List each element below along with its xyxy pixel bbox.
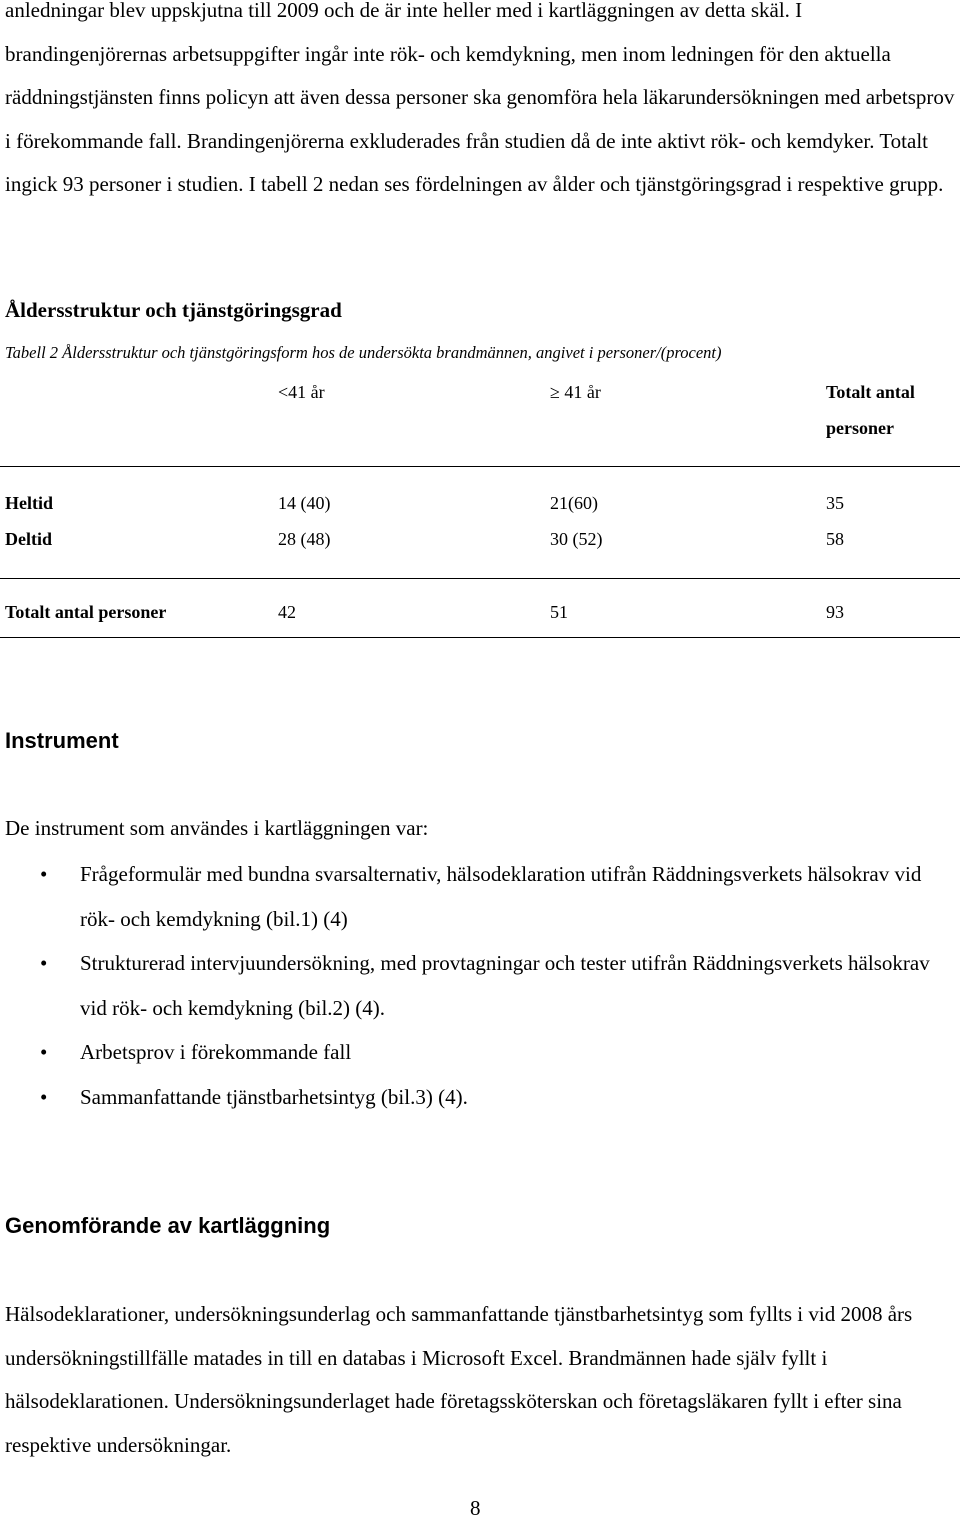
bullet-icon: • [40, 862, 48, 886]
cell-totals-total: 93 [826, 602, 844, 622]
instrument-intro: De instrument som användes i kartläggningen var: [5, 816, 429, 840]
cell-heltid-total: 35 [826, 493, 844, 513]
header-41-plus: ≥ 41 år [550, 382, 601, 402]
cell-heltid-under-41: 14 (40) [278, 493, 331, 513]
table-header-rule [0, 466, 960, 467]
instrument-list [0, 852, 960, 1119]
intro-paragraph: anledningar blev uppskjutna till 2009 och de är inte heller med i kartläggningen av detta skäl. I brandingenjörernas arbetsuppgifter ingår inte rök- och kemdykning, men inom ledningen för den aktuella räddningstjänsten finns policyn att även dessa personer ska genomföra hela läkarundersökningen med arbetsprov i förekommande fall. Brandingenjörerna exkluderades från studien då de inte aktivt rök- och kemdyker. Totalt ingick 93 personer i studien. I tabell 2 nedan ses fördelningen av ålder och tjänstgöringsgrad i respektive grupp. [5, 0, 955, 196]
age-structure-heading: Åldersstruktur och tjänstgöringsgrad [5, 298, 342, 322]
header-under-41: <41 år [278, 382, 325, 402]
table-totals-rule [0, 578, 960, 579]
procedure-heading: Genomförande av kartläggning [5, 1213, 331, 1238]
bullet-icon: • [40, 1040, 48, 1064]
cell-deltid-total: 58 [826, 529, 844, 549]
header-total-persons: personer [826, 418, 894, 438]
cell-totals-41-plus: 51 [550, 602, 568, 622]
cell-deltid-under-41: 28 (48) [278, 529, 331, 549]
table-caption: Tabell 2 Åldersstruktur och tjänstgöringsform hos de undersökta brandmännen, angivet i personer/(procent) [5, 343, 722, 362]
header-total: Totalt antal [826, 382, 915, 402]
bullet-icon: • [40, 951, 48, 975]
row-label-heltid: Heltid [5, 493, 53, 513]
list-item: • Sammanfattande tjänstbarhetsintyg (bil.3) (4). [0, 1075, 950, 1120]
cell-totals-under-41: 42 [278, 602, 296, 622]
bullet-icon: • [40, 1084, 48, 1109]
cell-deltid-41-plus: 30 (52) [550, 529, 603, 549]
instrument-heading: Instrument [5, 728, 119, 753]
list-item: • Strukturerad intervjuundersökning, med provtagningar och tester utifrån Räddningsverkets hälsokrav vid rök- och kemdykning (bil.2) (4). [0, 941, 950, 1030]
list-item: • Arbetsprov i förekommande fall [0, 1030, 950, 1075]
page-number: 8 [470, 1496, 481, 1520]
row-label-deltid: Deltid [5, 529, 52, 549]
procedure-paragraph: Hälsodeklarationer, undersökningsunderlag och sammanfattande tjänstbarhetsintyg som fyllts i vid 2008 års undersökningstillfälle matades in till en databas i Microsoft Excel. Brandmännen hade själv fyllt i hälsodeklarationen. Undersökningsunderlaget hade företagssköterskan och företagsläkaren fyllt i efter sina respektive undersökningar. [5, 1302, 913, 1457]
cell-heltid-41-plus: 21(60) [550, 493, 598, 513]
list-item: • Frågeformulär med bundna svarsalternativ, hälsodeklaration utifrån Räddningsverkets hälsokrav vid rök- och kemdykning (bil.1) (4) [0, 852, 950, 941]
row-label-totals: Totalt antal personer [5, 602, 167, 622]
table-bottom-rule [0, 637, 960, 638]
